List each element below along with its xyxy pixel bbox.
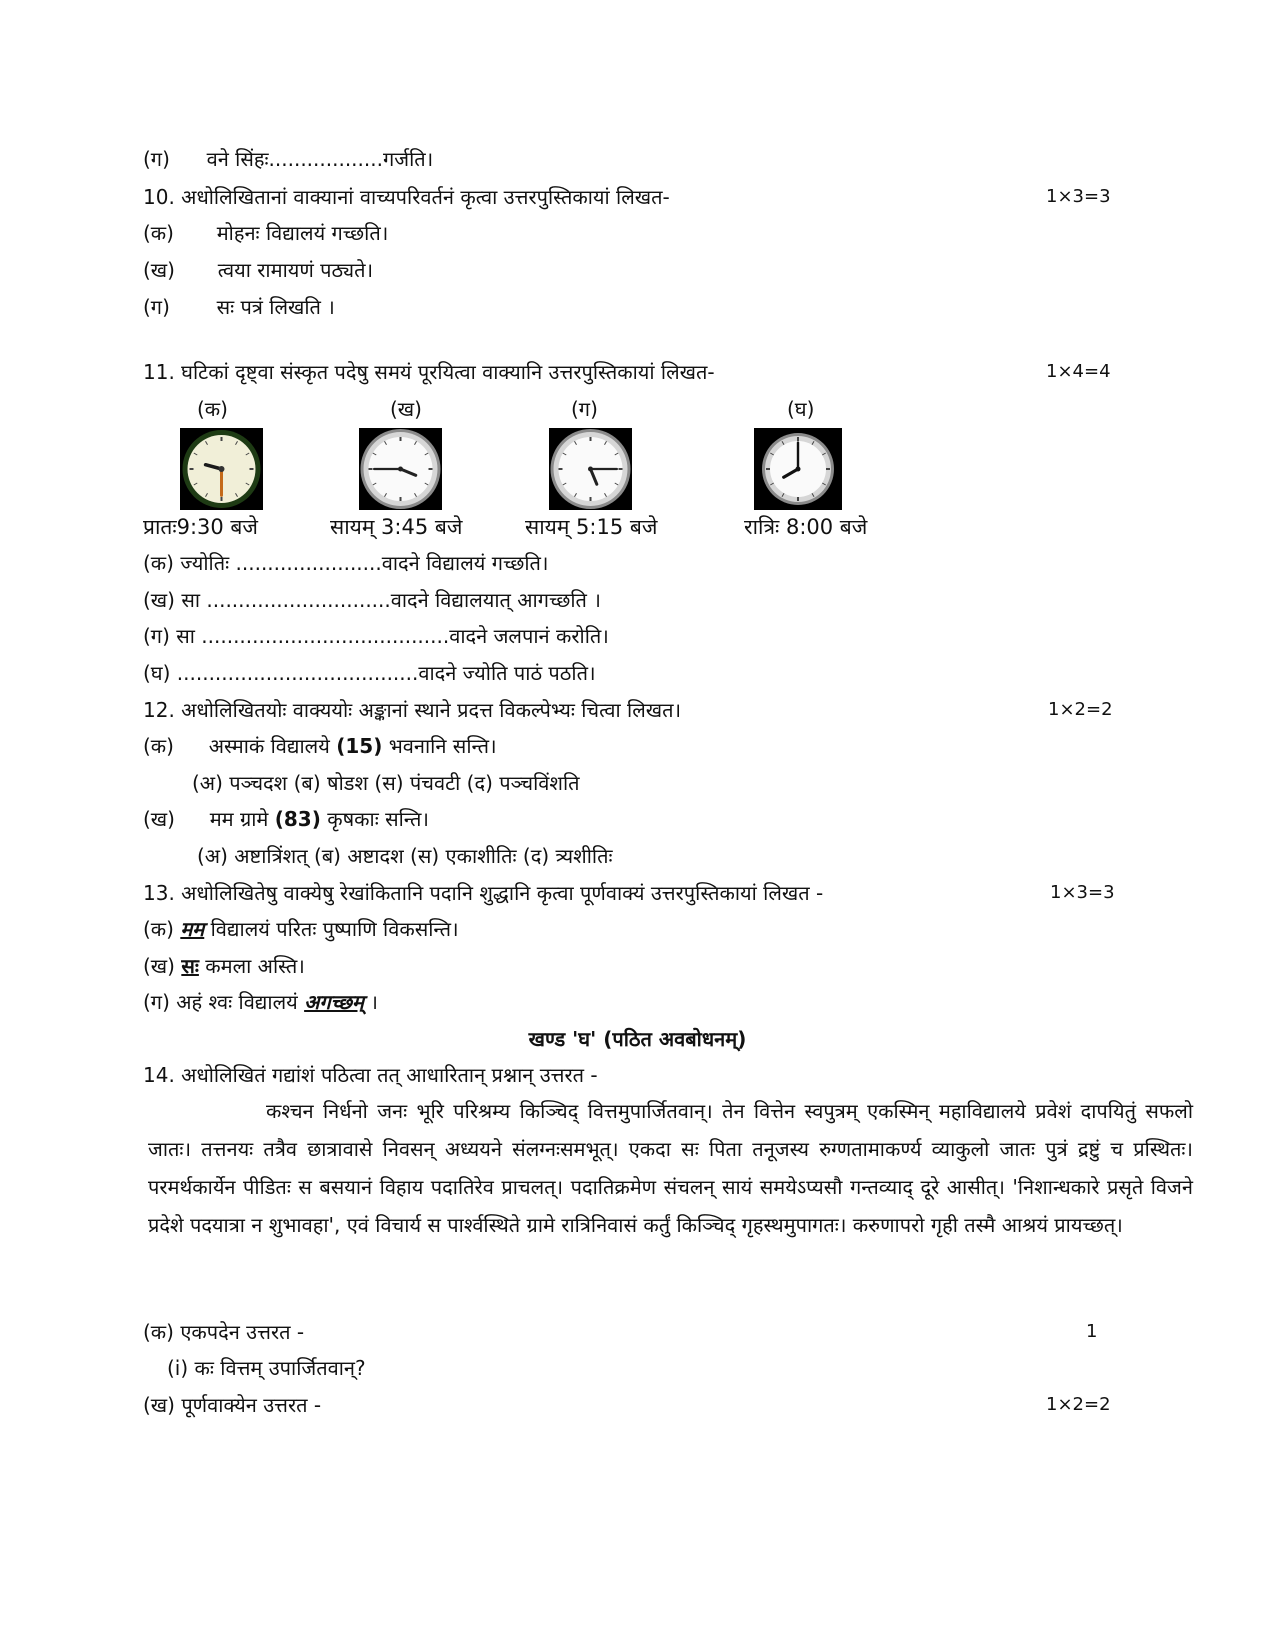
q14-sub-b: (ख) पूर्णवाक्येन उत्तरत - — [143, 1393, 322, 1417]
clock-caption: प्रातः9:30 बजे — [143, 515, 259, 539]
q11-marks: 1×4=4 — [1046, 361, 1111, 382]
q12-item-post: कृषकाः सन्ति। — [327, 807, 429, 831]
q10-item-text: सः पत्रं लिखति । — [216, 295, 335, 319]
clock-label: (ग) — [571, 397, 598, 421]
q12-item-number: (15) — [336, 734, 383, 758]
q12-item-label: (क) — [143, 734, 174, 758]
q10-text: अधोलिखितानां वाक्यानां वाच्यपरिवर्तनं कृत्वा उत्तरपुस्तिकायां लिखत- — [181, 185, 670, 209]
q10-number: 10. — [143, 185, 175, 209]
q10-item-text: त्वया रामायणं पठ्यते। — [217, 258, 374, 282]
clock-image-c — [549, 428, 632, 510]
q13-item — [143, 953, 305, 979]
clock-label: (घ) — [787, 397, 815, 421]
q12-heading — [143, 697, 681, 723]
q13-item-post: विद्यालयं परितः पुष्पाणि विकसन्ति। — [210, 917, 459, 941]
q13-item-post: । — [370, 990, 378, 1014]
q12-item-pre: मम ग्रामे — [209, 807, 269, 831]
q14-passage — [148, 1092, 1193, 1244]
q10-item-text: मोहनः विद्यालयं गच्छति। — [216, 221, 389, 245]
q14-number: 14. — [143, 1063, 175, 1087]
q11-item: (ग) सा .......................................वादने जलपानं करोति। — [143, 624, 609, 648]
q12-item — [143, 733, 497, 759]
q10-heading — [143, 184, 670, 210]
q11-text: घटिकां दृष्ट्वा संस्कृत पदेषु समयं पूरयित्वा वाक्यानि उत्तरपुस्तिकायां लिखत- — [181, 360, 715, 384]
q10-item — [143, 257, 373, 283]
q14-passage-text: कश्चन निर्धनो जनः भूरि परिश्रम्य किञ्चिद् वित्तमुपार्जितवान्। तेन वित्तेन स्वपुत्रम् एकस्मिन् महाविद्यालये प्रवेशं दापयितुं सफलो जातः। तत्तनयः तत्रैव छात्रावासे निवसन् अध्ययने संलग्नःसमभूत्। एकदा सः पिता तनूजस्य रुग्णतामाकर्ण्य व्याकुलो जातः पुत्रं द्रष्टुं च प्रस्थितः। परमर्थकार्येन पीडितः स बसयानं विहाय पदातिरेव प्राचलत्। पदातिक्रमेण संचलन् सायं समयेऽप्यसौ गन्तव्याद् दूरे आसीत्। 'निशान्धकारे प्रसृते विजने प्रदेशे पदयात्रा न शुभावहा', एवं विचार्य स पार्श्वस्थिते ग्रामे रात्रिनिवासं कर्तुं किञ्चिद् गृहस्थमुपागतः। करुणापरो गृही तस्मै आश्रयं प्रायच्छत्। — [148, 1099, 1193, 1237]
q9-item — [143, 146, 433, 172]
q13-underlined-word: सः — [181, 954, 199, 978]
q11-item: (ख) सा .............................वादने विद्यालयात् आगच्छति । — [143, 588, 601, 612]
clock-icon — [180, 428, 263, 510]
q12-marks: 1×2=2 — [1048, 699, 1113, 720]
q13-item — [143, 989, 378, 1015]
clock-icon — [549, 428, 632, 510]
q13-marks: 1×3=3 — [1050, 882, 1115, 903]
clock-caption: सायम् 5:15 बजे — [525, 515, 658, 539]
q13-item-label: (ग) — [143, 990, 170, 1014]
q14-sub-a-marks: 1 — [1086, 1321, 1098, 1342]
clock-image-d — [754, 428, 842, 510]
q13-item-label: (क) — [143, 917, 174, 941]
q13-item-label: (ख) — [143, 954, 175, 978]
q12-options: (अ) अष्टात्रिंशत् (ब) अष्टादश (स) एकाशीतिः (द) त्र्यशीतिः — [197, 844, 613, 868]
q13-item — [143, 916, 459, 942]
q13-heading — [143, 880, 823, 906]
q9-text: वने सिंहः..................गर्जति। — [206, 147, 434, 171]
clock-image-b — [359, 428, 442, 510]
q10-marks: 1×3=3 — [1046, 186, 1111, 207]
q12-item-number: (83) — [274, 807, 321, 831]
q11-item: (घ) ......................................वादने ज्योति पाठं पठति। — [143, 661, 596, 685]
clock-caption: रात्रिः 8:00 बजे — [744, 515, 868, 539]
q11-number: 11. — [143, 360, 175, 384]
q14-sub-a: (क) एकपदेन उत्तरत - — [143, 1320, 305, 1344]
q12-item — [143, 806, 429, 832]
q14-heading — [143, 1062, 598, 1088]
q14-sub-b-marks: 1×2=2 — [1046, 1394, 1111, 1415]
q9-label: (ग) — [143, 147, 170, 171]
q13-item-pre: अहं श्वः विद्यालयं — [176, 990, 298, 1014]
q13-text: अधोलिखितेषु वाक्येषु रेखांकितानि पदानि शुद्धानि कृत्वा पूर्णवाक्यं उत्तरपुस्तिकायां लिखत - — [181, 881, 824, 905]
clock-label: (क) — [197, 397, 228, 421]
section-title: खण्ड 'घ' (पठित अवबोधनम्) — [528, 1027, 747, 1051]
q10-item-label: (ख) — [143, 258, 175, 282]
q12-number: 12. — [143, 698, 175, 722]
q13-underlined-word: अगच्छम् — [304, 990, 364, 1014]
q11-item: (क) ज्योतिः .......................वादने विद्यालयं गच्छति। — [143, 551, 549, 575]
q12-item-pre: अस्माकं विद्यालये — [208, 734, 330, 758]
q10-item — [143, 294, 335, 320]
q12-item-label: (ख) — [143, 807, 175, 831]
q12-options: (अ) पञ्चदश (ब) षोडश (स) पंचवटी (द) पञ्चविंशति — [192, 771, 580, 795]
clock-label: (ख) — [390, 397, 422, 421]
clock-image-a — [180, 428, 263, 510]
clock-caption: सायम् 3:45 बजे — [330, 515, 463, 539]
q12-text: अधोलिखितयोः वाक्ययोः अङ्कानां स्थाने प्रदत्त विकल्पेभ्यः चित्वा लिखत। — [181, 698, 682, 722]
q13-number: 13. — [143, 881, 175, 905]
q13-underlined-word: मम — [180, 917, 205, 941]
clock-icon — [359, 428, 442, 510]
q10-item-label: (ग) — [143, 295, 170, 319]
q11-heading — [143, 359, 715, 385]
q14-text: अधोलिखितं गद्यांशं पठित्वा तत् आधारितान् प्रश्नान् उत्तरत - — [181, 1063, 598, 1087]
q10-item — [143, 220, 388, 246]
q13-item-post: कमला अस्ति। — [205, 954, 305, 978]
q10-item-label: (क) — [143, 221, 174, 245]
q12-item-post: भवनानि सन्ति। — [388, 734, 497, 758]
clock-icon — [754, 428, 842, 510]
q14-sub-a-question: (i) कः वित्तम् उपार्जितवान्? — [167, 1356, 366, 1380]
